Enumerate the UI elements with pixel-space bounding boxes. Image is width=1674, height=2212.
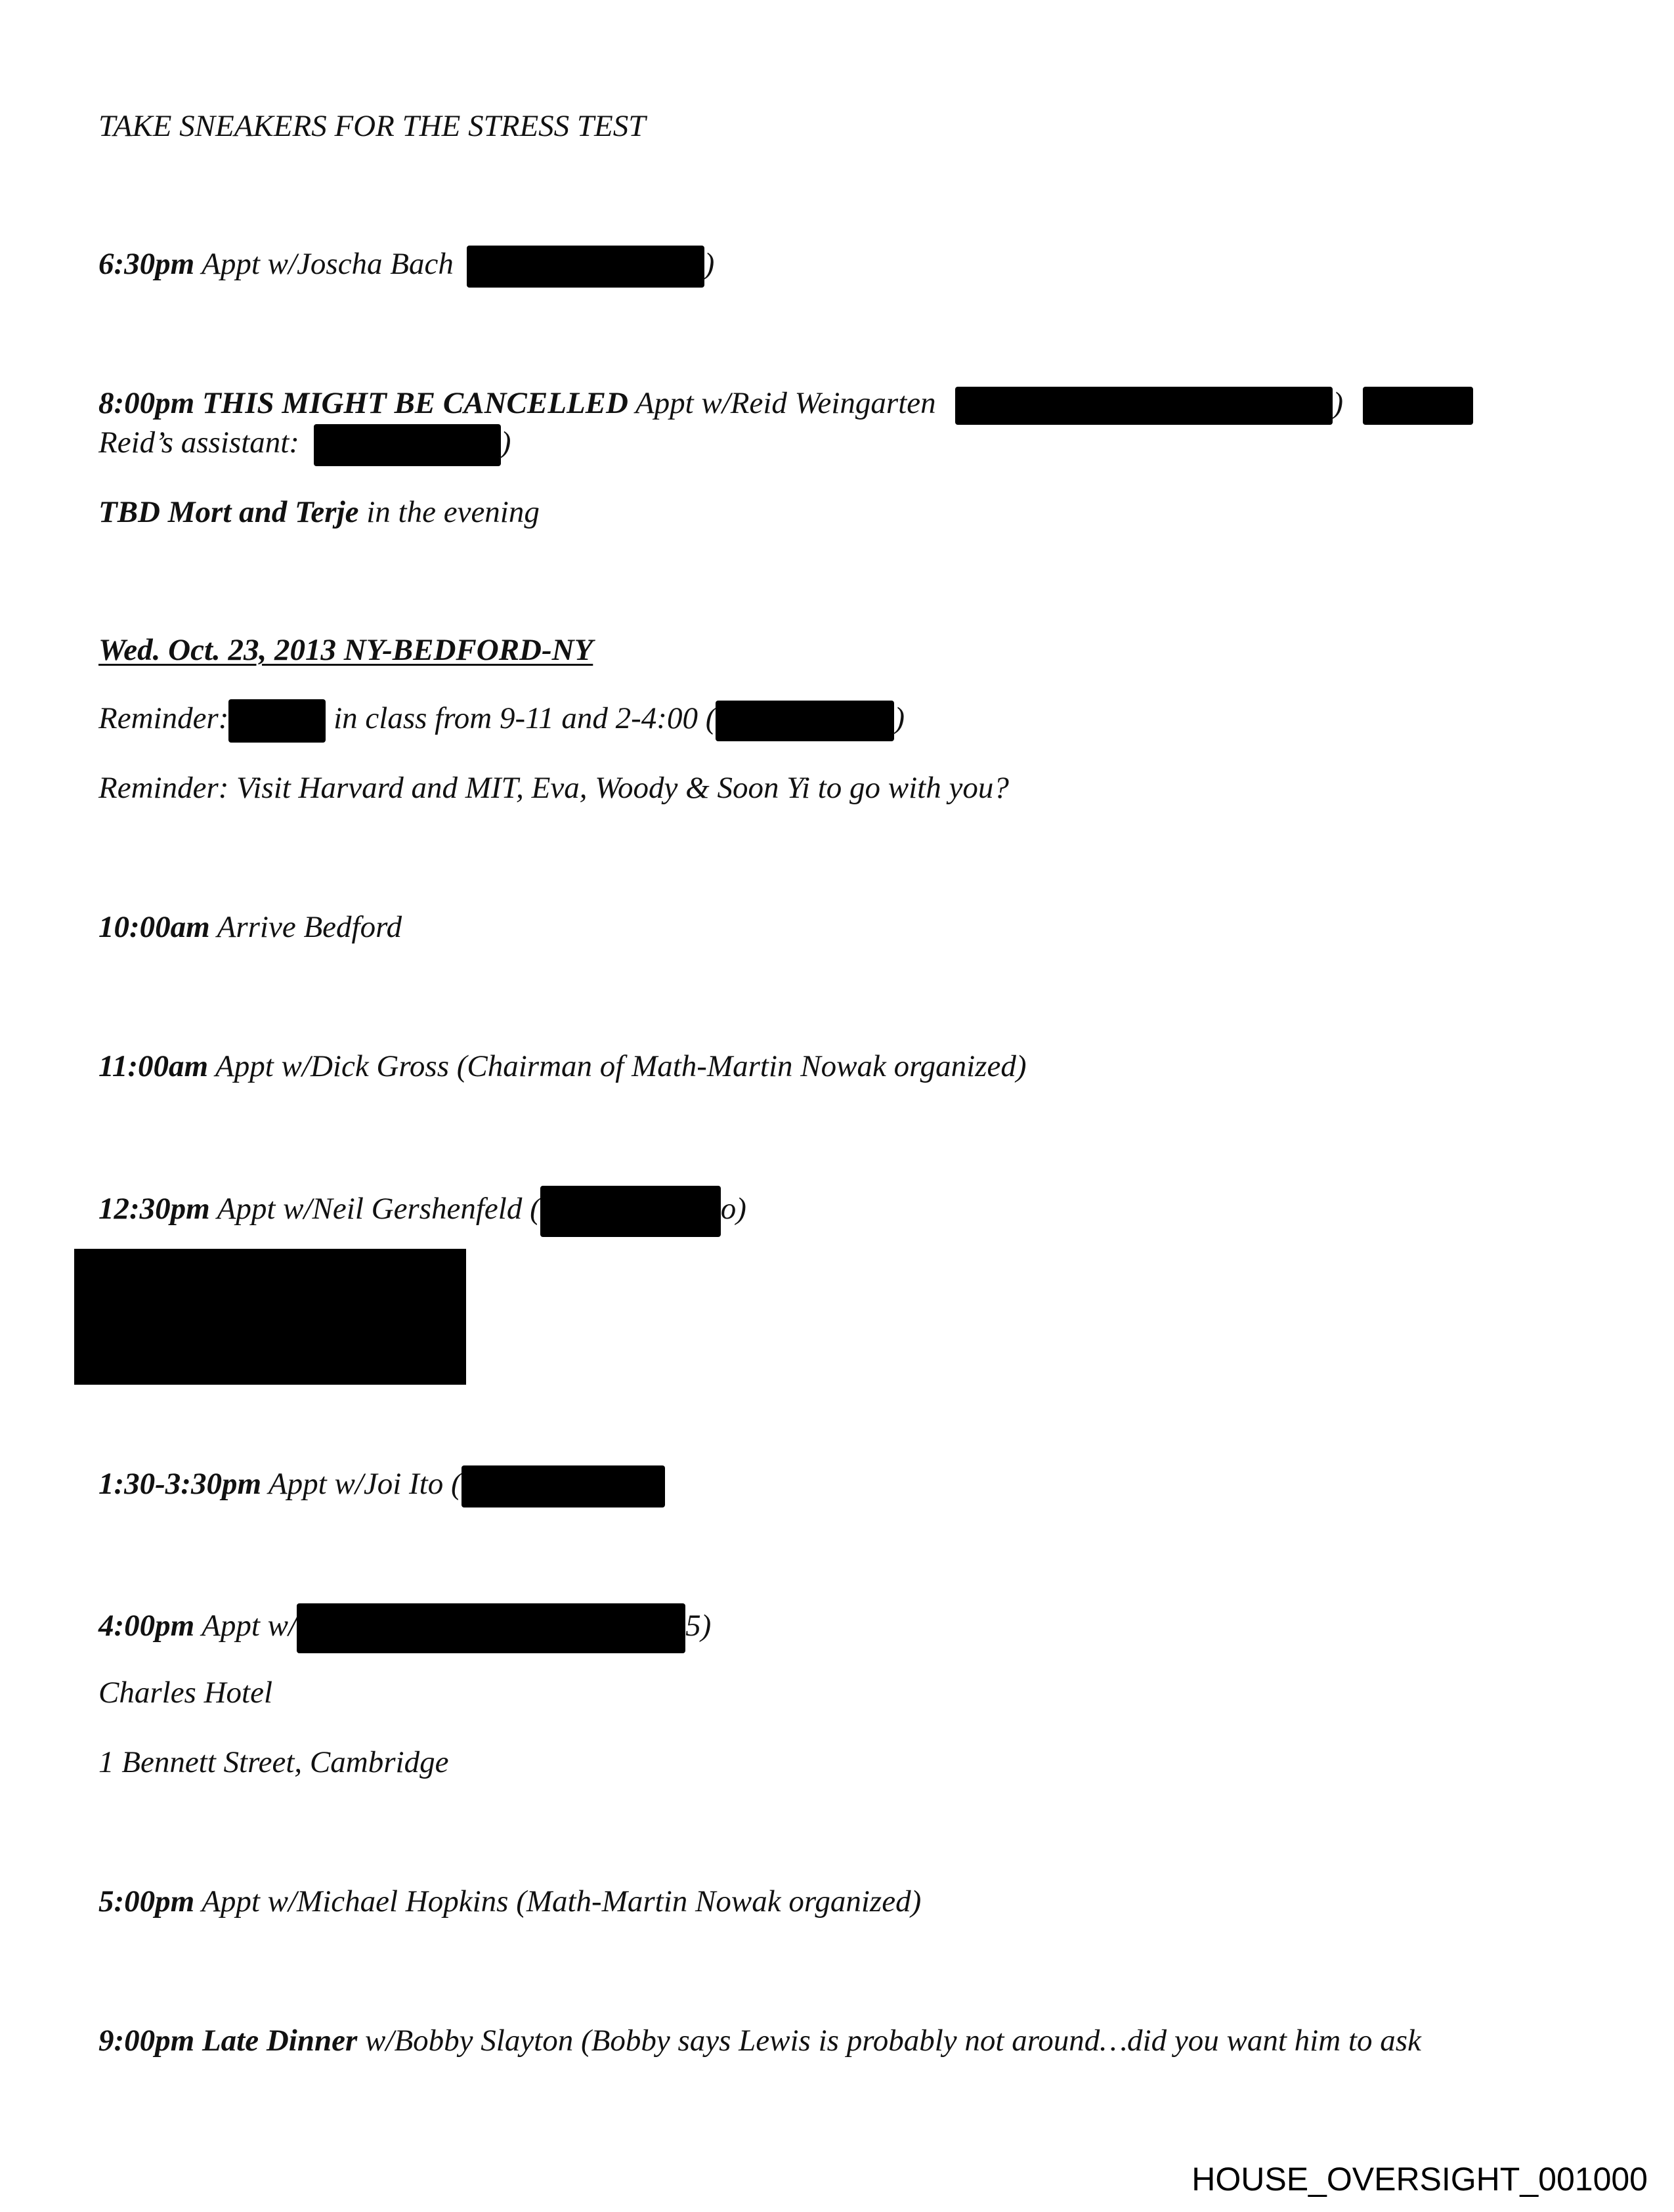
hopkins-appointment: 5:00pm Appt w/Michael Hopkins (Math-Martin Nowak organized) [98, 1884, 922, 1919]
bach-appointment: 6:30pm Appt w/Joscha Bach ) [98, 244, 714, 288]
reminder-harvard: Reminder: Visit Harvard and MIT, Eva, Woody & Soon Yi to go with you? [98, 771, 1009, 805]
mort-terje-note: TBD Mort and Terje in the evening [98, 495, 540, 529]
bates-number: HOUSE_OVERSIGHT_001000 [1191, 2161, 1648, 2198]
redaction-bach-phone [467, 246, 704, 288]
redaction-reid-extra [1363, 387, 1473, 425]
redaction-reminder-phone [716, 701, 894, 741]
reminder-class: Reminder: in class from 9-11 and 2-4:00 ( ) [98, 699, 905, 743]
redaction-gershenfeld-phone [540, 1186, 721, 1237]
redaction-ito-phone [461, 1465, 665, 1507]
dinner-appointment: 9:00pm Late Dinner w/Bobby Slayton (Bobby says Lewis is probably not around…did you want him to ask [98, 2024, 1421, 2058]
redaction-block [74, 1249, 466, 1385]
gross-appointment: 11:00am Appt w/Dick Gross (Chairman of Math-Martin Nowak organized) [98, 1049, 1027, 1083]
reid-assistant: Reid’s assistant: ) [98, 423, 511, 466]
gershenfeld-appointment: 12:30pm Appt w/Neil Gershenfeld ( o) [98, 1186, 746, 1237]
redaction-reid-contact [955, 387, 1333, 425]
bach-text: Appt w/Joscha Bach [202, 247, 454, 281]
charles-hotel: Charles Hotel [98, 1676, 273, 1710]
bach-time: 6:30pm [98, 247, 195, 281]
reid-time-note: 8:00pm THIS MIGHT BE CANCELLED [98, 386, 628, 420]
redaction-four-pm-name [297, 1603, 685, 1653]
ito-appointment: 1:30-3:30pm Appt w/Joi Ito ( [98, 1464, 665, 1507]
arrive-bedford: 10:00am Arrive Bedford [98, 910, 402, 944]
reid-appointment: 8:00pm THIS MIGHT BE CANCELLED Appt w/Reid Weingarten ) [98, 383, 1473, 425]
four-pm-appointment: 4:00pm Appt w/ 5) [98, 1603, 711, 1653]
reid-text: Appt w/Reid Weingarten [635, 386, 936, 420]
date-heading: Wed. Oct. 23, 2013 NY-BEDFORD-NY [98, 633, 593, 667]
redaction-assistant [314, 424, 501, 466]
bennett-street: 1 Bennett Street, Cambridge [98, 1745, 449, 1779]
sneakers-note: TAKE SNEAKERS FOR THE STRESS TEST [98, 109, 646, 143]
redaction-reminder-name [228, 699, 326, 743]
